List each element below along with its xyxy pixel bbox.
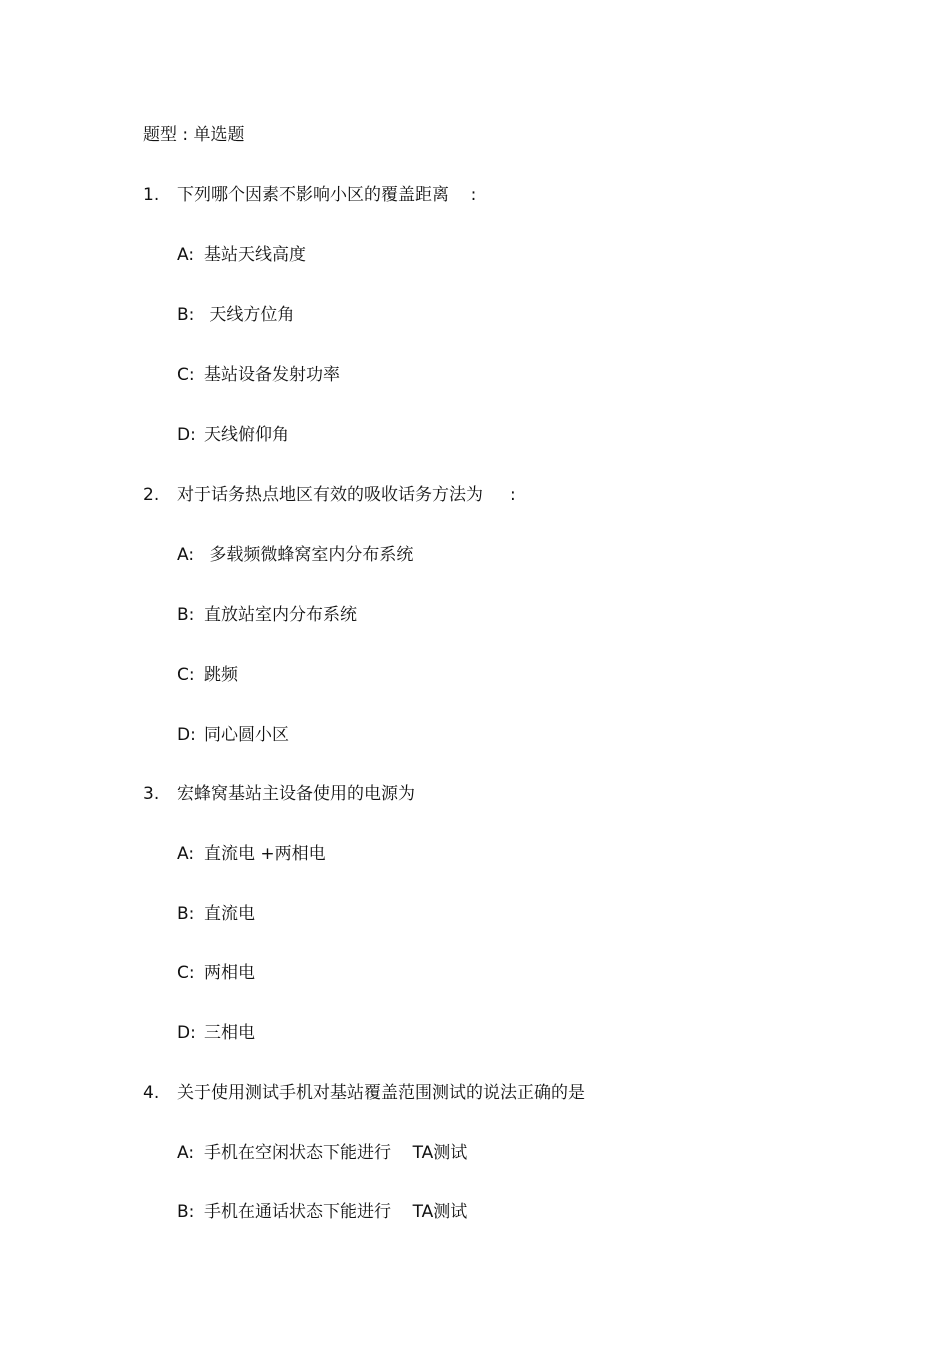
question-number: 3. (143, 784, 160, 804)
question-text: 下列哪个因素不影响小区的覆盖距离 : (177, 185, 477, 205)
question-number: 1. (143, 185, 160, 205)
option-text: 天线俯仰角 (204, 425, 289, 445)
option-label: A: (177, 1143, 195, 1163)
option-a (177, 1142, 467, 1164)
option-label: C: (177, 963, 195, 983)
question-text: 宏蜂窝基站主设备使用的电源为 (177, 784, 415, 804)
option-text: 直放站室内分布系统 (204, 605, 357, 625)
option-d (177, 1022, 255, 1044)
option-label: C: (177, 665, 195, 685)
question-number: 4. (143, 1083, 160, 1103)
question-text: 关于使用测试手机对基站覆盖范围测试的说法正确的是 (177, 1083, 585, 1103)
option-text: 两相电 (204, 963, 255, 983)
option-label: A: (177, 545, 195, 565)
question-type-label: 题型 : 单选题 (143, 125, 245, 145)
option-label: A: (177, 245, 195, 265)
option-text: 同心圆小区 (204, 725, 289, 745)
option-a (177, 843, 326, 865)
option-label: B: (177, 1202, 195, 1222)
option-d (177, 424, 289, 446)
option-text: 多载频微蜂窝室内分布系统 (204, 545, 414, 565)
option-c (177, 364, 340, 386)
option-d (177, 724, 289, 746)
option-text: 三相电 (204, 1023, 255, 1043)
option-label: C: (177, 365, 195, 385)
question-text: 对于话务热点地区有效的吸收话务方法为 : (177, 485, 516, 505)
option-label: D: (177, 425, 196, 445)
option-b (177, 903, 255, 925)
option-text: 直流电 +两相电 (204, 844, 326, 864)
option-text: 天线方位角 (204, 305, 295, 325)
option-label: A: (177, 844, 195, 864)
option-label: D: (177, 1023, 196, 1043)
option-b (177, 304, 294, 326)
option-a (177, 544, 413, 566)
option-text: 跳频 (204, 665, 238, 685)
option-c (177, 664, 238, 686)
option-b (177, 604, 357, 626)
option-text: 手机在空闲状态下能进行 TA测试 (204, 1143, 468, 1163)
option-text: 手机在通话状态下能进行 TA测试 (204, 1202, 468, 1222)
option-text: 基站设备发射功率 (204, 365, 340, 385)
option-label: B: (177, 605, 195, 625)
option-b (177, 1201, 467, 1223)
option-a (177, 244, 306, 266)
question-number: 2. (143, 485, 160, 505)
option-label: D: (177, 725, 196, 745)
option-label: B: (177, 305, 195, 325)
option-c (177, 962, 255, 984)
option-label: B: (177, 904, 195, 924)
option-text: 基站天线高度 (204, 245, 306, 265)
option-text: 直流电 (204, 904, 255, 924)
